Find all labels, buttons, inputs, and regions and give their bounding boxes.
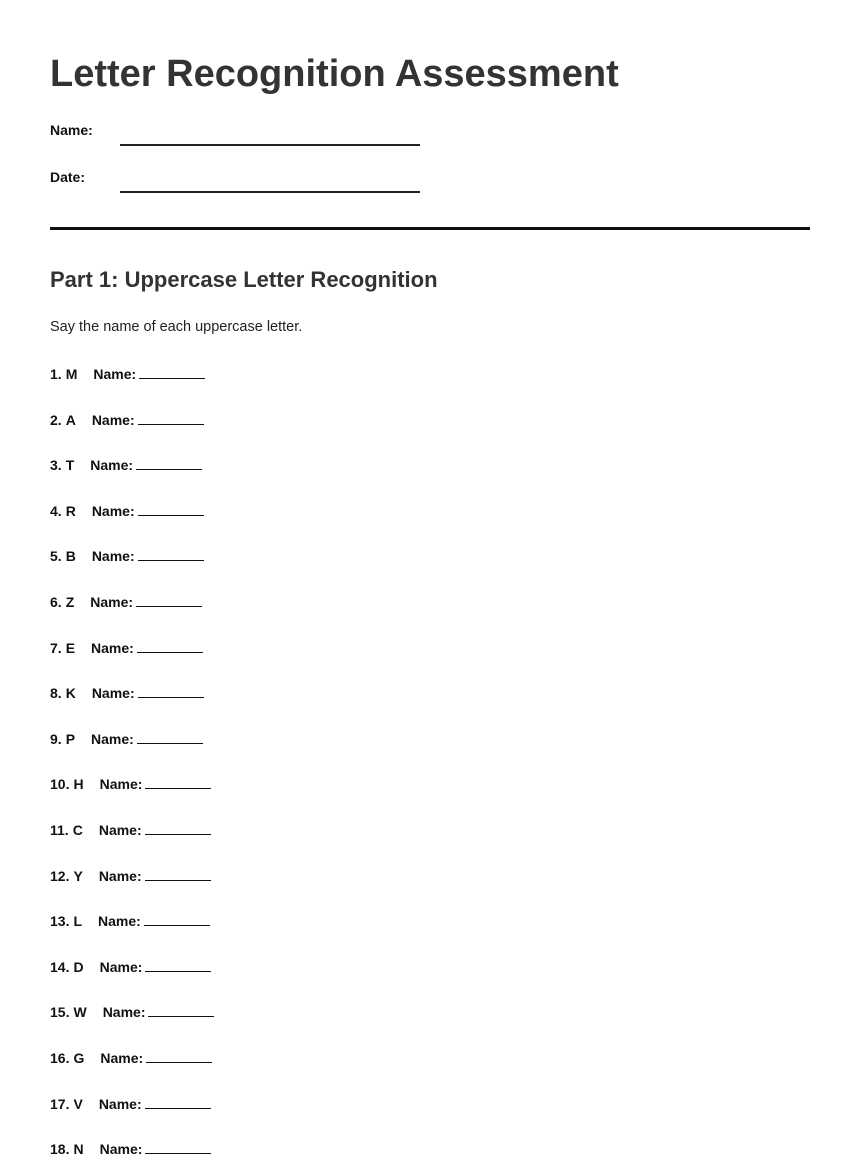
item-letter: L <box>73 913 83 929</box>
item-letter: Z <box>65 594 75 610</box>
list-item <box>50 1096 211 1116</box>
item-number: 8. <box>50 685 62 701</box>
item-answer-blank[interactable] <box>136 457 202 470</box>
item-number: 3. <box>50 457 62 473</box>
item-number: 4. <box>50 503 62 519</box>
item-letter: V <box>73 1096 83 1112</box>
list-item <box>50 868 211 888</box>
date-label: Date: <box>50 169 86 185</box>
item-letter: T <box>65 457 75 473</box>
item-answer-label: Name: <box>91 731 134 747</box>
item-answer-label: Name: <box>91 503 135 519</box>
list-item <box>50 731 203 751</box>
list-item <box>50 548 204 568</box>
item-letter: B <box>65 548 76 564</box>
list-item <box>50 1141 211 1161</box>
item-answer-blank[interactable] <box>145 1096 211 1109</box>
page-title: Letter Recognition Assessment <box>50 53 619 95</box>
item-answer-label: Name: <box>99 959 143 975</box>
list-item <box>50 503 204 523</box>
item-answer-blank[interactable] <box>145 776 211 789</box>
item-answer-blank[interactable] <box>137 640 203 653</box>
item-number: 1. <box>50 366 62 382</box>
item-letter: G <box>73 1050 85 1066</box>
item-number: 13. <box>50 913 70 929</box>
item-answer-label: Name: <box>91 685 135 701</box>
item-number: 9. <box>50 731 62 747</box>
item-answer-blank[interactable] <box>138 685 204 698</box>
item-letter: A <box>65 412 76 428</box>
item-letter: C <box>72 822 83 838</box>
item-answer-blank[interactable] <box>138 412 204 425</box>
list-item <box>50 776 211 796</box>
list-item <box>50 913 210 933</box>
list-item <box>50 822 211 842</box>
item-letter: R <box>65 503 76 519</box>
section-divider <box>50 227 810 230</box>
item-answer-label: Name: <box>99 1141 143 1157</box>
item-number: 15. <box>50 1004 70 1020</box>
item-number: 5. <box>50 548 62 564</box>
list-item <box>50 366 205 386</box>
item-number: 16. <box>50 1050 70 1066</box>
item-answer-label: Name: <box>99 776 143 792</box>
item-number: 2. <box>50 412 62 428</box>
item-letter: P <box>65 731 76 747</box>
item-answer-label: Name: <box>100 1050 144 1066</box>
list-item <box>50 640 203 660</box>
item-answer-label: Name: <box>91 640 134 656</box>
part1-title: Part 1: Uppercase Letter Recognition <box>50 267 438 292</box>
item-letter: N <box>73 1141 84 1157</box>
item-letter: Y <box>73 868 83 884</box>
student-name-field <box>50 120 470 144</box>
item-number: 18. <box>50 1141 70 1157</box>
date-blank-line[interactable] <box>120 191 420 193</box>
item-answer-blank[interactable] <box>145 1141 211 1154</box>
item-answer-blank[interactable] <box>145 822 211 835</box>
list-item <box>50 594 202 614</box>
item-answer-blank[interactable] <box>145 959 211 972</box>
item-letter: M <box>65 366 78 382</box>
list-item <box>50 457 202 477</box>
item-letter: E <box>65 640 76 656</box>
part1-instruction: Say the name of each uppercase letter. <box>50 319 303 335</box>
item-number: 6. <box>50 594 62 610</box>
date-field <box>50 167 470 191</box>
item-answer-label: Name: <box>98 913 141 929</box>
item-answer-blank[interactable] <box>146 1050 212 1063</box>
item-letter: K <box>65 685 76 701</box>
name-blank-line[interactable] <box>120 144 420 146</box>
item-answer-blank[interactable] <box>148 1004 214 1017</box>
item-answer-blank[interactable] <box>138 503 204 516</box>
item-answer-label: Name: <box>93 366 137 382</box>
item-answer-label: Name: <box>98 868 142 884</box>
item-number: 14. <box>50 959 70 975</box>
list-item <box>50 1004 214 1024</box>
item-letter: H <box>73 776 84 792</box>
item-answer-blank[interactable] <box>137 731 203 744</box>
item-answer-blank[interactable] <box>136 594 202 607</box>
list-item <box>50 685 204 705</box>
item-answer-label: Name: <box>102 1004 146 1020</box>
item-number: 12. <box>50 868 70 884</box>
item-answer-label: Name: <box>98 1096 142 1112</box>
item-answer-blank[interactable] <box>139 366 205 379</box>
item-answer-label: Name: <box>98 822 142 838</box>
item-answer-label: Name: <box>91 412 135 428</box>
item-number: 11. <box>50 822 69 838</box>
item-answer-label: Name: <box>90 457 134 473</box>
item-letter: W <box>73 1004 87 1020</box>
list-item <box>50 412 204 432</box>
item-answer-label: Name: <box>90 594 134 610</box>
item-answer-blank[interactable] <box>138 548 204 561</box>
item-answer-label: Name: <box>91 548 135 564</box>
list-item <box>50 959 211 979</box>
item-number: 10. <box>50 776 70 792</box>
item-answer-blank[interactable] <box>145 868 211 881</box>
item-number: 7. <box>50 640 62 656</box>
name-label: Name: <box>50 122 93 138</box>
item-letter: D <box>73 959 84 975</box>
item-number: 17. <box>50 1096 70 1112</box>
item-answer-blank[interactable] <box>144 913 210 926</box>
list-item <box>50 1050 212 1070</box>
